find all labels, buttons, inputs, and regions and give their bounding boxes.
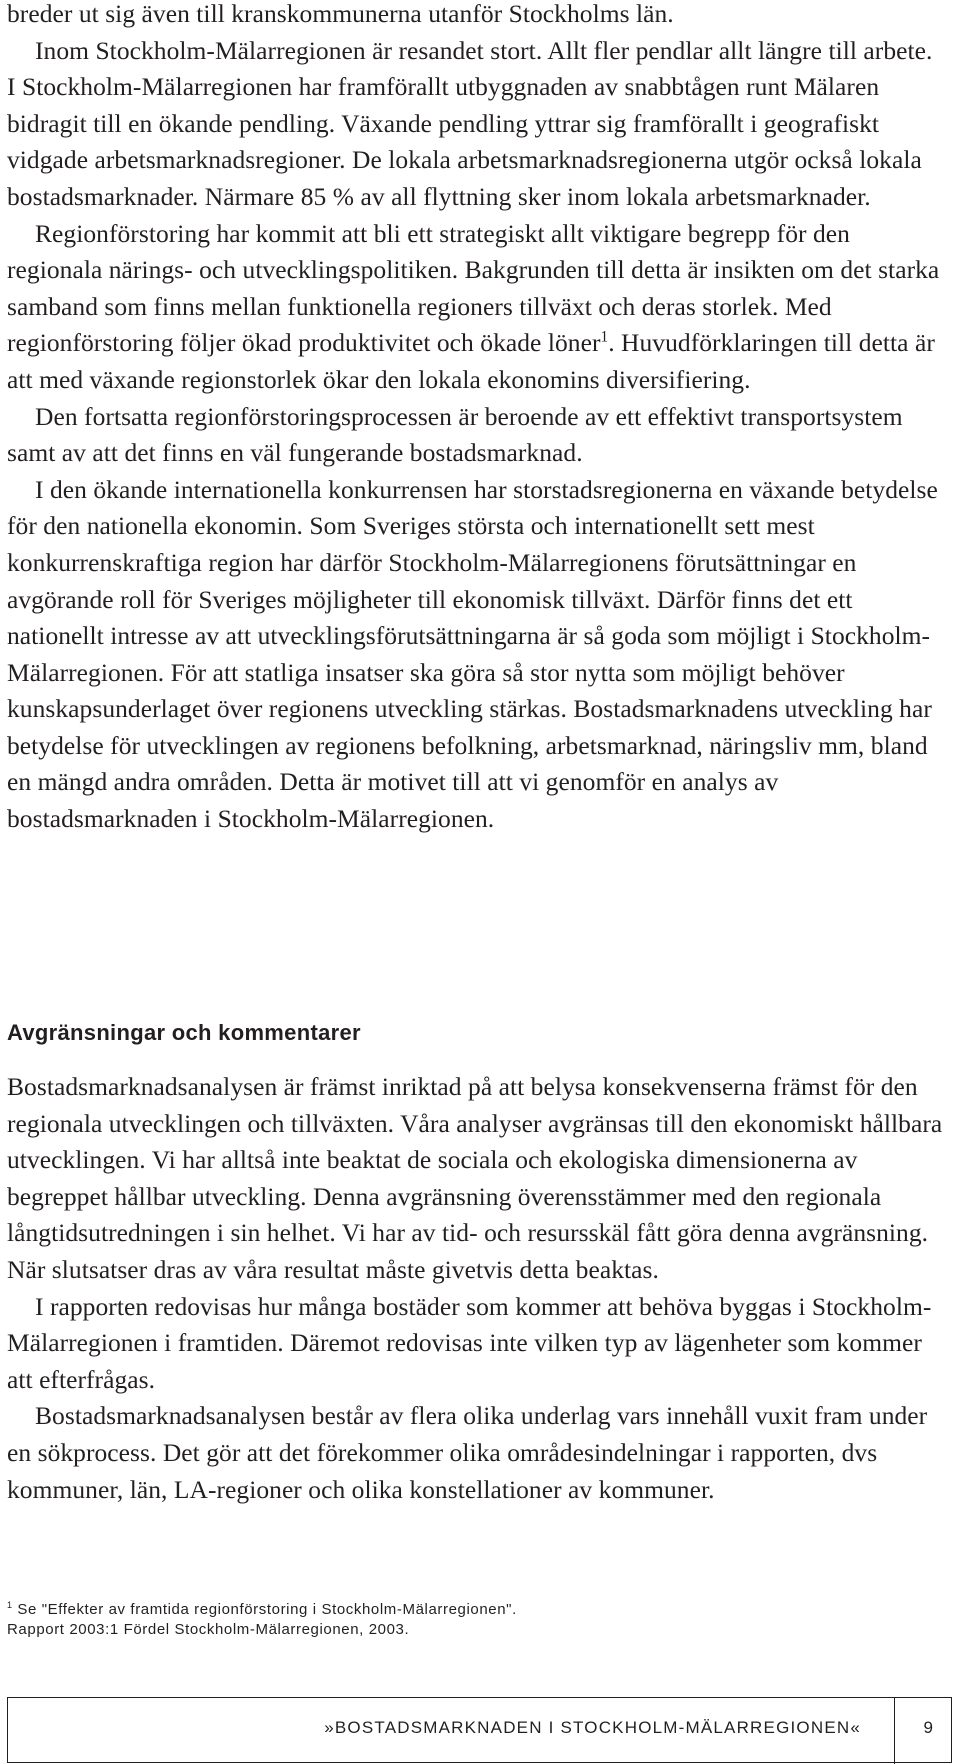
footnote-line-1 xyxy=(7,1600,517,1620)
paragraph-sources: Bostadsmarknadsanalysen består av flera olika underlag vars innehåll vuxit fram under en sökprocess. Det gör att det förekommer olika områdesindelningar i rapporten, dvs kommuner, län, LA-regioner och olika konstellationer av kommuner. xyxy=(7,1401,928,1504)
section-heading: Avgränsningar och kommentarer xyxy=(7,1020,361,1045)
footnotes xyxy=(7,1600,517,1640)
body-text xyxy=(7,0,947,838)
paragraph-housing: I rapporten redovisas hur många bostäder som kommer att behöva byggas i Stockholm-Mälarregionen i framtiden. Däremot redovisas inte vilken typ av lägenheter som kommer att efterfrågas. xyxy=(7,1291,932,1394)
page-footer xyxy=(7,1697,952,1763)
paragraph-commuting: Inom Stockholm-Mälarregionen är resandet stort. Allt fler pendlar allt längre till arbete. I Stockholm-Mälarregionen har framförallt utbyggnaden av snabbtågen runt Mälaren bidragit till en ökande pendling. Växande pendling yttrar sig framförallt i geografiskt vidgade arbetsmarknadsregioner. De lokala arbetsmarknadsregionerna utgör också lokala bostadsmarknader. Närmare 85 % av all flyttning sker inom lokala arbetsmarknader. xyxy=(7,35,933,211)
section-body xyxy=(7,1069,947,1508)
paragraph-text-continued: . Huvudförklaringen till detta är att med växande regionstorlek ökar den lokala ekonomins diversifiering. xyxy=(7,328,935,394)
footnote-ref[interactable]: 1 xyxy=(600,328,609,346)
paragraph-text: Regionförstoring har kommit att bli ett strategiskt allt viktigare begrepp för den regionala närings- och utvecklingspolitiken. Bakgrunden till detta är insikten om det starka samband som finns mellan funktionella regioners tillväxt och deras storlek. Med regionförstoring följer ökad produktivitet och ökade löner xyxy=(7,218,940,358)
footer-divider xyxy=(894,1698,895,1764)
paragraph-region-enlargement xyxy=(7,216,947,399)
paragraph-continued: breder ut sig även till kranskommunerna utanför Stockholms län. xyxy=(7,0,674,28)
page-number: 9 xyxy=(923,1718,933,1737)
footer-title: »BOSTADSMARKNADEN I STOCKHOLM-MÄLARREGIONEN« xyxy=(324,1718,861,1737)
paragraph-competition: I den ökande internationella konkurrensen har storstadsregionerna en växande betydelse för den nationella ekonomin. Som Sveriges största och internationellt sett mest konkurrenskraftiga region har därför Stockholm-Mälarregionens förutsättningar en avgörande roll för Sveriges möjligheter till ekonomisk tillväxt. Därför finns det ett nationellt intresse av att utvecklingsförutsättningarna är så goda som möjligt i Stockholm-Mälarregionen. För att statliga insatser ska göra så stor nytta som möjligt behöver kunskapsunderlaget över regionens utveckling stärkas. Bostadsmarknadens utveckling har betydelse för utvecklingen av regionens befolkning, arbetsmarknad, näringsliv mm, bland en mängd andra områden. Detta är motivet till att vi genomför en analys av bostadsmarknaden i Stockholm-Mälarregionen. xyxy=(7,474,938,834)
footnote-line-2: Rapport 2003:1 Fördel Stockholm-Mälarregionen, 2003. xyxy=(7,1621,410,1638)
paragraph-scope: Bostadsmarknadsanalysen är främst inriktad på att belysa konsekvenserna främst för den regionala utvecklingen och tillväxten. Våra analyser avgränsas till den ekonomiskt hållbara utvecklingen. Vi har alltså inte beaktat de sociala och ekologiska dimensionerna av begreppet hållbar utveckling. Denna avgränsning överensstämmer med den regionala långtidsutredningen i sin helhet. Vi har av tid- och resursskäl fått göra denna avgränsning. När slutsatser dras av våra resultat måste givetvis detta beaktas. xyxy=(7,1072,943,1284)
paragraph-transport: Den fortsatta regionförstoringsprocessen är beroende av ett effektivt transportsystem samt av att det finns en väl fungerande bostadsmarknad. xyxy=(7,401,903,468)
footnote-text: Se "Effekter av framtida regionförstoring i Stockholm-Mälarregionen". xyxy=(17,1601,517,1618)
footnote-marker: 1 xyxy=(7,1600,13,1610)
